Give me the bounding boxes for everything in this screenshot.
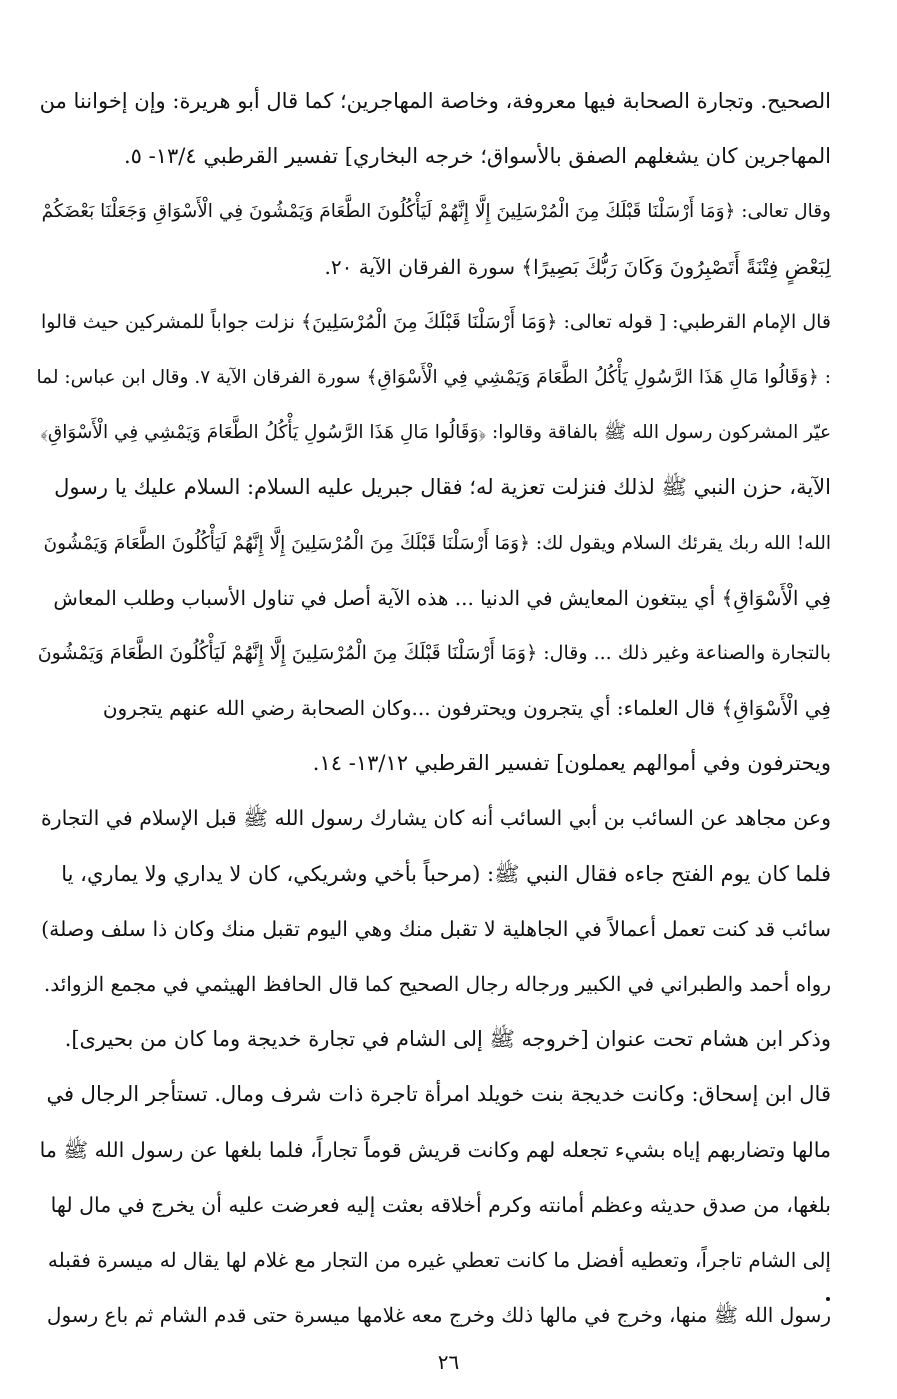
text-line: الصحيح. وتجارة الصحابة فيها معروفة، وخاصة المهاجرين؛ كما قال أبو هريرة: وإن إخواننا من [39,89,831,113]
text-line: سائب قد كنت تعمل أعمالاً في الجاهلية لا تقبل منك وهي اليوم تقبل منك وكان ذا سلف وصلة) [41,916,831,941]
text-line: مالها وتضاربهم إياه بشيء تجعله لهم وكانت قريش قوماً تجاراً، فلما بلغها عن رسول الله ﷺ ما [39,1137,831,1162]
body-text [36,74,831,1343]
text-line: الآية، حزن النبي ﷺ لذلك فنزلت تعزية له؛ فقال جبريل عليه السلام: السلام عليك يا رسول [54,475,831,500]
text-line: فِي الْأَسْوَاقِ﴾ أي يبتغون المعايش في الدنيا ... هذه الآية أصل في تناول الأسباب وطلب المعاش [53,585,831,610]
text-line: رواه أحمد والطبراني في الكبير ورجاله رجال الصحيح كما قال الحافظ الهيثمي في مجمع الزوائد. [43,972,831,996]
text-line: وعن مجاهد عن السائب بن أبي السائب أنه كان يشارك رسول الله ﷺ قبل الإسلام في التجارة [41,806,831,831]
text-line: الله! الله ربك يقرئك السلام ويقول لك: ﴿وَمَا أَرْسَلْنَا قَبْلَكَ مِنَ الْمُرْسَلِينَ إِلَّا إِنَّهُمْ لَيَأْكُلُونَ الطَّعَامَ وَيَمْشُونَ [43,532,831,554]
text-line: قال الإمام القرطبي: [ قوله تعالى: ﴿وَمَا أَرْسَلْنَا قَبْلَكَ مِنَ الْمُرْسَلِينَ﴾ نزلت جواباً للمشركين حيث قالوا [41,310,831,333]
text-line: : ﴿وَقَالُوا مَالِ هَذَا الرَّسُولِ يَأْكُلُ الطَّعَامَ وَيَمْشِي فِي الْأَسْوَاقِ﴾ سورة الفرقان الآية ٧. وقال ابن عباس: لما [36,366,831,388]
text-line: بلغها، من صدق حديثه وعظم أمانته وكرم أخلاقه بعثت إليه فعرضت عليه أن يخرج في مال لها [50,1192,831,1217]
text-line: فِي الْأَسْوَاقِ﴾ قال العلماء: أي يتجرون ويحترفون ...وكان الصحابة رضي الله عنهم يتجرون [102,696,831,721]
text-line: وذكر ابن هشام تحت عنوان [خروجه ﷺ إلى الشام في تجارة خديجة وما كان من بحيرى]. [64,1027,831,1052]
text-line: قال ابن إسحاق: وكانت خديجة بنت خويلد امرأة تاجرة ذات شرف ومال. تستأجر الرجال في [46,1082,831,1107]
text-line: وقال تعالى: ﴿وَمَا أَرْسَلْنَا قَبْلَكَ مِنَ الْمُرْسَلِينَ إِلَّا إِنَّهُمْ لَيَأْكُلُونَ الطَّعَامَ وَيَمْشُونَ فِي الْأَسْوَاقِ وَجَعَلْنَا بَعْضَكُمْ [41,201,831,223]
margin-dot [826,1297,830,1301]
text-line: إلى الشام تاجراً، وتعطيه أفضل ما كانت تعطي غيره من التجار مع غلام لها يقال له ميسرة فقبله [47,1247,831,1272]
text-line: المهاجرين كان يشغلهم الصفق بالأسواق؛ خرجه البخاري] تفسير القرطبي ١٣/٤- ٥. [123,144,831,169]
text-line: ويحترفون وفي أموالهم يعملون] تفسير القرطبي ١٣/١٢- ١٤. [312,751,831,776]
text-line: رسول الله ﷺ منها، وخرج في مالها ذلك وخرج معه غلامها ميسرة حتى قدم الشام ثم باع رسول [46,1303,831,1328]
text-line: عيّر المشركون رسول الله ﷺ بالفاقة وقالوا: ﴿وَقَالُوا مَالِ هَذَا الرَّسُولِ يَأْكُلُ الطَّعَامَ وَيَمْشِي فِي الْأَسْوَاقِ﴾ [40,422,831,444]
text-line: فلما كان يوم الفتح جاءه فقال النبي ﷺ: (مرحباً بأخي وشريكي، كان لا يداري ولا يماري، يا [61,861,831,886]
text-line: بالتجارة والصناعة وغير ذلك ... وقال: ﴿وَمَا أَرْسَلْنَا قَبْلَكَ مِنَ الْمُرْسَلِينَ إِلَّا إِنَّهُمْ لَيَأْكُلُونَ الطَّعَامَ وَيَمْشُونَ [37,641,831,664]
page-number: ٢٦ [437,1350,460,1374]
text-line: لِبَعْضٍ فِتْنَةً أَتَصْبِرُونَ وَكَانَ رَبُّكَ بَصِيرًا﴾ سورة الفرقان الآية ٢٠. [324,254,831,279]
